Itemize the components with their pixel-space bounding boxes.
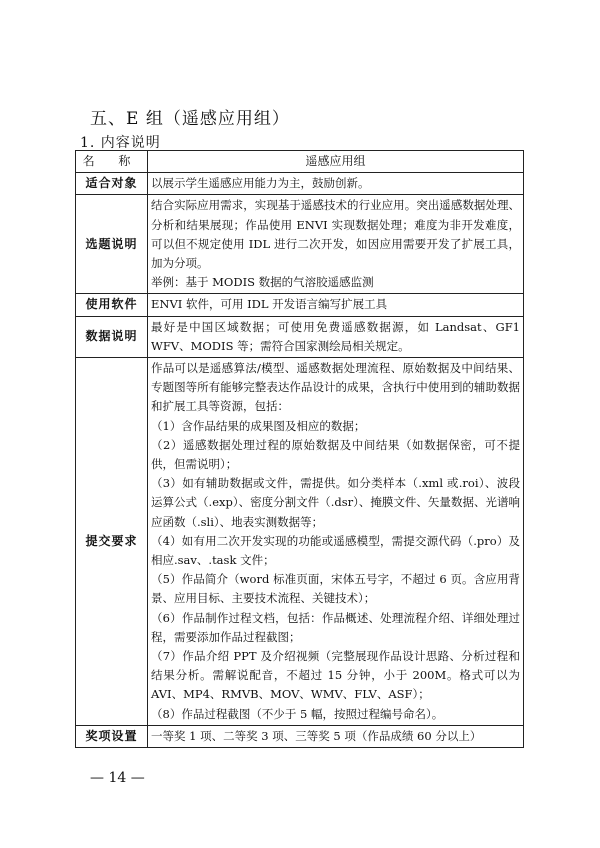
- row-label: 数据说明: [76, 316, 148, 357]
- content-line: 一等奖 1 项、二等奖 3 项、三等奖 5 项（作品成绩 60 分以上）: [151, 728, 482, 743]
- row-content: [148, 195, 524, 294]
- table-row: [76, 316, 524, 357]
- content-line: （8）作品过程截图（不少于 5 幅，按照过程编号命名）。: [151, 706, 444, 721]
- group-name: 遥感应用组: [148, 151, 524, 173]
- content-table: [75, 150, 524, 748]
- content-line: 最好是中国区域数据；可使用免费遥感数据源，如 Landsat、GF1 WFV、MODIS 等；需符合国家测绘局相关规定。: [151, 319, 520, 353]
- subsection-title: 1. 内容说明: [80, 135, 161, 151]
- table-row: [76, 294, 524, 316]
- row-label: 奖项设置: [76, 725, 148, 747]
- content-line: 结合实际应用需求，实现基于遥感技术的行业应用。突出遥感数据处理、分析和结果展现；作品使用 ENVI 实现数据处理；难度为非开发难度，可以但不规定使用 IDL 进行二次开发，如因应用需要开发了扩展工具，加为分项。: [151, 198, 520, 271]
- row-content: [148, 316, 524, 357]
- row-content: [148, 358, 524, 726]
- content-line: 举例：基于 MODIS 数据的气溶胶遥感监测: [151, 275, 374, 290]
- content-line: ENVI 软件，可用 IDL 开发语言编写扩展工具: [151, 297, 388, 312]
- name-label: 名 称: [76, 151, 148, 173]
- content-line: （7）作品介绍 PPT 及介绍视频（完整展现作品设计思路、分析过程和结果分析。需解说配音，不超过 15 分钟，小于 200M。格式可以为 AVI、MP4、RMVB、MOV、WMV、FLV、ASF）；: [151, 649, 520, 702]
- table-row: [76, 173, 524, 195]
- row-label: 选题说明: [76, 195, 148, 294]
- table-row: [76, 358, 524, 726]
- row-content: [148, 725, 524, 747]
- content-line: （4）如有用二次开发实现的功能或遥感模型，需提交源代码（.pro）及相应.sav、.task 文件；: [151, 533, 520, 568]
- row-label: 适合对象: [76, 173, 148, 195]
- content-line: 以展示学生遥感应用能力为主，鼓励创新。: [151, 176, 370, 191]
- table-header-row: [76, 151, 524, 173]
- row-label: 提交要求: [76, 358, 148, 726]
- content-line: （5）作品简介（word 标准页面，宋体五号字，不超过 6 页。含应用背景、应用目标、主要技术流程、关键技术）；: [151, 572, 520, 606]
- content-line: （6）作品制作过程文档，包括：作品概述、处理流程介绍、详细处理过程，需要添加作品过程截图；: [151, 610, 520, 644]
- row-label: 使用软件: [76, 294, 148, 316]
- content-line: （1）含作品结果的成果图及相应的数据；: [151, 418, 366, 433]
- row-content: [148, 173, 524, 195]
- content-line: （3）如有辅助数据或文件，需提供。如分类样本（.xml 或.roi）、波段运算公式（.exp）、密度分割文件（.dsr）、掩膜文件、矢量数据、光谱响应函数（.sli）、地表实测数据等；: [151, 476, 520, 529]
- content-line: （2）遥感数据处理过程的原始数据及中间结果（如数据保密，可不提供，但需说明）；: [151, 437, 520, 472]
- page-number: — 14 —: [90, 770, 145, 786]
- row-content: [148, 294, 524, 316]
- section-title: 五、E 组（遥感应用组）: [90, 109, 290, 129]
- table-row: [76, 725, 524, 747]
- table-row: [76, 195, 524, 294]
- content-line: 作品可以是遥感算法/模型、遥感数据处理流程、原始数据及中间结果、专题图等所有能够完整表达作品设计的成果，含执行中使用到的辅助数据和扩展工具等资源，包括：: [151, 361, 520, 414]
